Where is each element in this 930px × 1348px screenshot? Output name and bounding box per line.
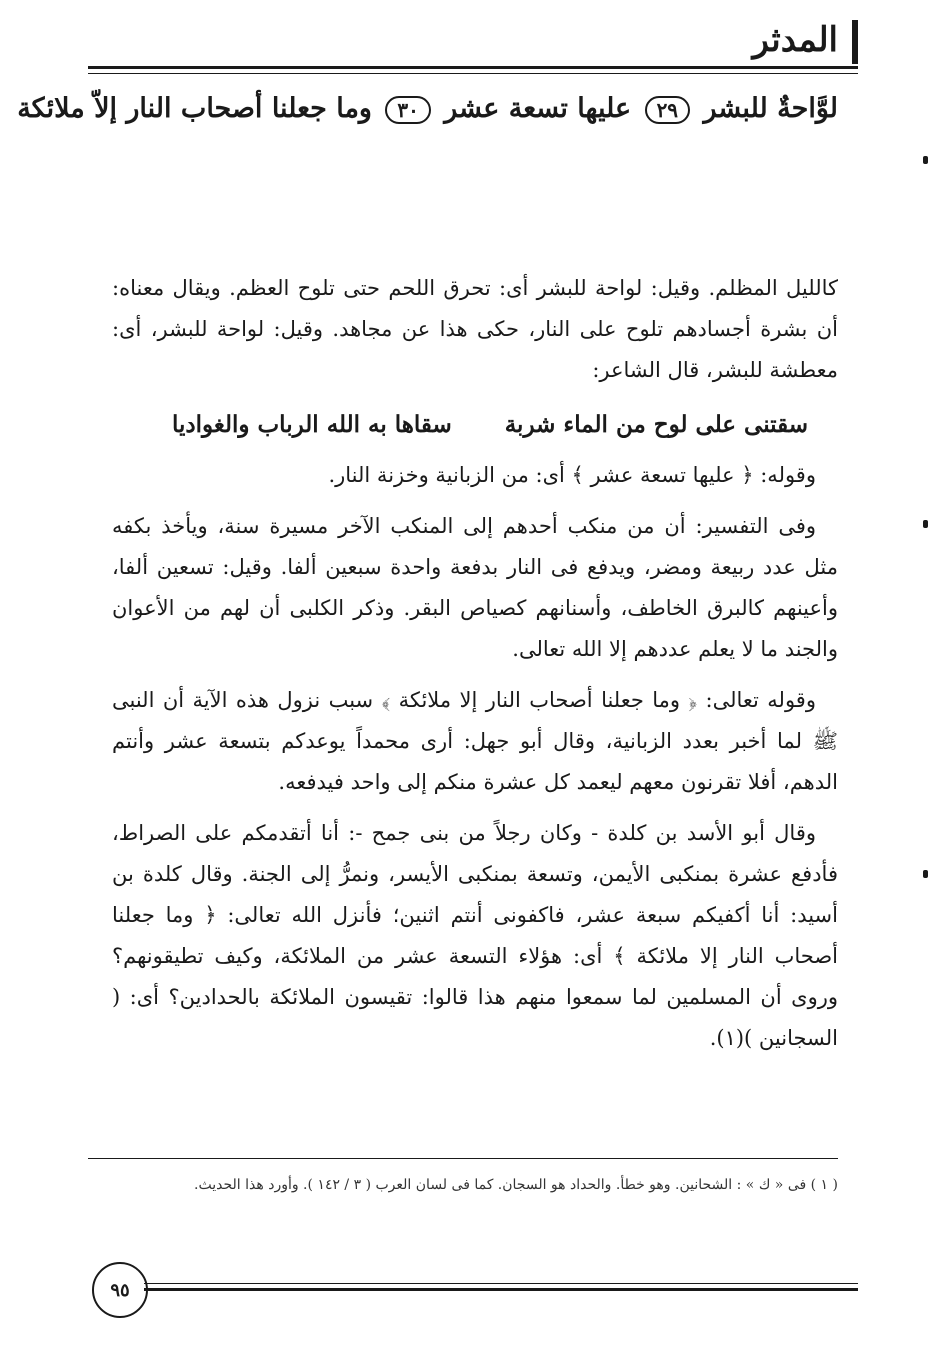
margin-mark (923, 520, 928, 528)
margin-mark (923, 156, 928, 164)
ayah-number-29: ٢٩ (645, 96, 690, 124)
poem-verse (172, 401, 808, 449)
footnote: ( ١ ) فى « ك » : الشحانين. وهو خطأ. والحداد هو السجان. كما فى لسان العرب ( ٣ / ١٤٢ ). وأورد هذا الحديث. (194, 1177, 838, 1193)
margin-mark (923, 870, 928, 878)
header-rule-thin (88, 73, 858, 74)
paragraph-3: وفى التفسير: أن من منكب أحدهم إلى المنكب الآخر مسيرة سنة، ويأخذ بكفه مثل عدد ربيعة ومضر، ويدفع فى النار بدفعة واحدة سبعين ألفا. وقيل: تسعين ألفا، وأعينهم كالبرق الخاطف، وأسنانهم كصياص البقر. وذكر الكلبى أن لهم من الأعوان والجند ما لا يعلم عددهم إلا الله تعالى. (112, 514, 838, 661)
footnote-rule (88, 1158, 838, 1159)
page-number: ٩٥ (92, 1262, 148, 1318)
header-rule-thick (88, 66, 858, 69)
footer-rule-thin (144, 1283, 858, 1284)
poem-first-half: سقتنى على لوح من الماء شربة (504, 411, 808, 438)
paragraph-1: كالليل المظلم. وقيل: لواحة للبشر أى: تحرق اللحم حتى تلوح العظم. ويقال معناه: أن بشرة أجسادهم تلوح على النار، حكى هذا عن مجاهد. وقيل: لواحة للبشر، أى: معطشة للبشر، قال الشاعر: (112, 276, 838, 382)
quran-verse-line (17, 88, 838, 130)
footer-rule-thick (144, 1288, 858, 1291)
verse-text-3: وما جعلنا أصحاب النار إلاّ ملائكة (17, 93, 372, 124)
poem-second-half: سقاها به الله الرباب والغواديا (172, 411, 452, 438)
title-bar-ornament (852, 20, 858, 64)
verse-text-2: عليها تسعة عشر (444, 93, 632, 124)
commentary-body (112, 268, 838, 1069)
paragraph-4: وقوله تعالى: ﴿ وما جعلنا أصحاب النار إلا ملائكة ﴾ سبب نزول هذه الآية أن النبى ﷺ لما أخبر بعدد الزبانية، وقال أبو جهل: أرى محمداً يوعدكم بتسعة عشر وأنتم الدهم، أفلا تقرنون معهم ليعمد كل عشرة منكم إلى واحد فيدفعه. (112, 688, 838, 794)
verse-text-1: لوَّاحةٌ للبشر (703, 93, 838, 124)
paragraph-2: وقوله: ﴿ عليها تسعة عشر ﴾ أى: من الزبانية وخزنة النار. (328, 463, 816, 487)
ayah-number-30: ٣٠ (385, 96, 430, 124)
paragraph-5: وقال أبو الأسد بن كلدة - وكان رجلاً من بنى جمح -: أنا أتقدمكم على الصراط، فأدفع عشرة بمنكبى الأيمن، وتسعة بمنكبى الأيسر، ونمرُّ إلى الجنة. وقال كلدة بن أسيد: أنا أكفيكم سبعة عشر، فاكفونى أنتم اثنين؛ فأنزل الله تعالى: ﴿ وما جعلنا أصحاب النار إلا ملائكة ﴾ أى: هؤلاء التسعة عشر من الملائكة، وكيف تطيقونهم؟ وروى أن المسلمين لما سمعوا منهم هذا قالوا: تقيسون الملائكة بالحدادين؟ أى: ( السجانين )(١). (112, 821, 838, 1050)
surah-title: المدثر (752, 20, 838, 60)
